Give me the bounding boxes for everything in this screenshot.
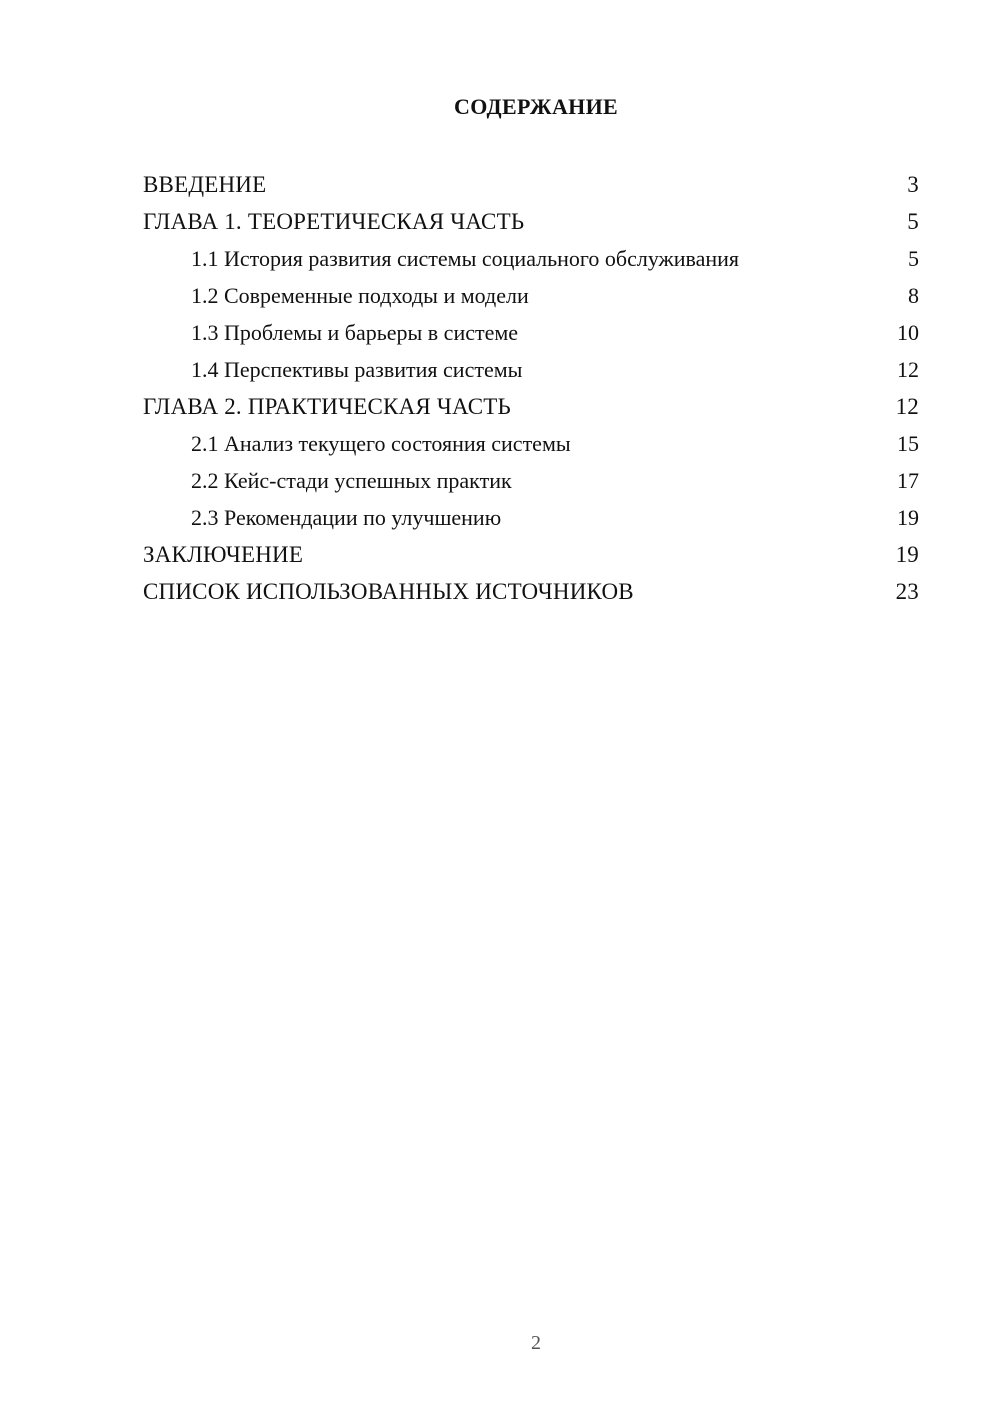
toc-entry-label: 1.1 История развития системы социального обслуживания: [191, 246, 740, 271]
toc-entry-label: ГЛАВА 1. ТЕОРЕТИЧЕСКАЯ ЧАСТЬ: [143, 209, 525, 234]
toc-entry-references[interactable]: [143, 575, 919, 612]
toc-entry-chapter-1[interactable]: [143, 205, 919, 242]
table-of-contents: [143, 168, 919, 612]
toc-entry-label: 1.4 Перспективы развития системы: [191, 357, 523, 382]
toc-entry-page: 23: [895, 579, 919, 604]
toc-entry-section-2-2[interactable]: [143, 464, 919, 501]
toc-entry-label: ГЛАВА 2. ПРАКТИЧЕСКАЯ ЧАСТЬ: [143, 394, 511, 419]
toc-entry-section-1-2[interactable]: [143, 279, 919, 316]
toc-entry-section-1-1[interactable]: [143, 242, 919, 279]
toc-entry-conclusion[interactable]: [143, 538, 919, 575]
toc-entry-section-1-4[interactable]: [143, 353, 919, 390]
toc-entry-section-2-1[interactable]: [143, 427, 919, 464]
page-number: 2: [531, 1332, 541, 1354]
toc-entry-section-1-3[interactable]: [143, 316, 919, 353]
toc-entry-label: 2.1 Анализ текущего состояния системы: [191, 431, 571, 456]
toc-entry-chapter-2[interactable]: [143, 390, 919, 427]
toc-entry-page: 12: [895, 394, 919, 419]
toc-entry-page: 19: [895, 542, 919, 567]
toc-entry-label: 2.2 Кейс-стади успешных практик: [191, 468, 512, 493]
toc-entry-page: 5: [908, 246, 919, 271]
toc-entry-label: 1.3 Проблемы и барьеры в системе: [191, 320, 519, 345]
toc-entry-page: 17: [897, 468, 919, 493]
toc-entry-page: 12: [897, 357, 919, 382]
toc-entry-label: ЗАКЛЮЧЕНИЕ: [143, 542, 304, 567]
toc-entry-page: 3: [907, 172, 919, 197]
toc-entry-page: 19: [897, 505, 919, 530]
toc-entry-page: 8: [908, 283, 919, 308]
toc-entry-section-2-3[interactable]: [143, 501, 919, 538]
toc-entry-introduction[interactable]: [143, 168, 919, 205]
toc-entry-label: ВВЕДЕНИЕ: [143, 172, 267, 197]
toc-entry-label: 2.3 Рекомендации по улучшению: [191, 505, 502, 530]
toc-entry-page: 10: [897, 320, 919, 345]
toc-entry-page: 5: [907, 209, 919, 234]
toc-entry-page: 15: [897, 431, 919, 456]
toc-entry-label: СПИСОК ИСПОЛЬЗОВАННЫХ ИСТОЧНИКОВ: [143, 579, 634, 604]
page-title: СОДЕРЖАНИЕ: [454, 94, 618, 119]
toc-entry-label: 1.2 Современные подходы и модели: [191, 283, 529, 308]
